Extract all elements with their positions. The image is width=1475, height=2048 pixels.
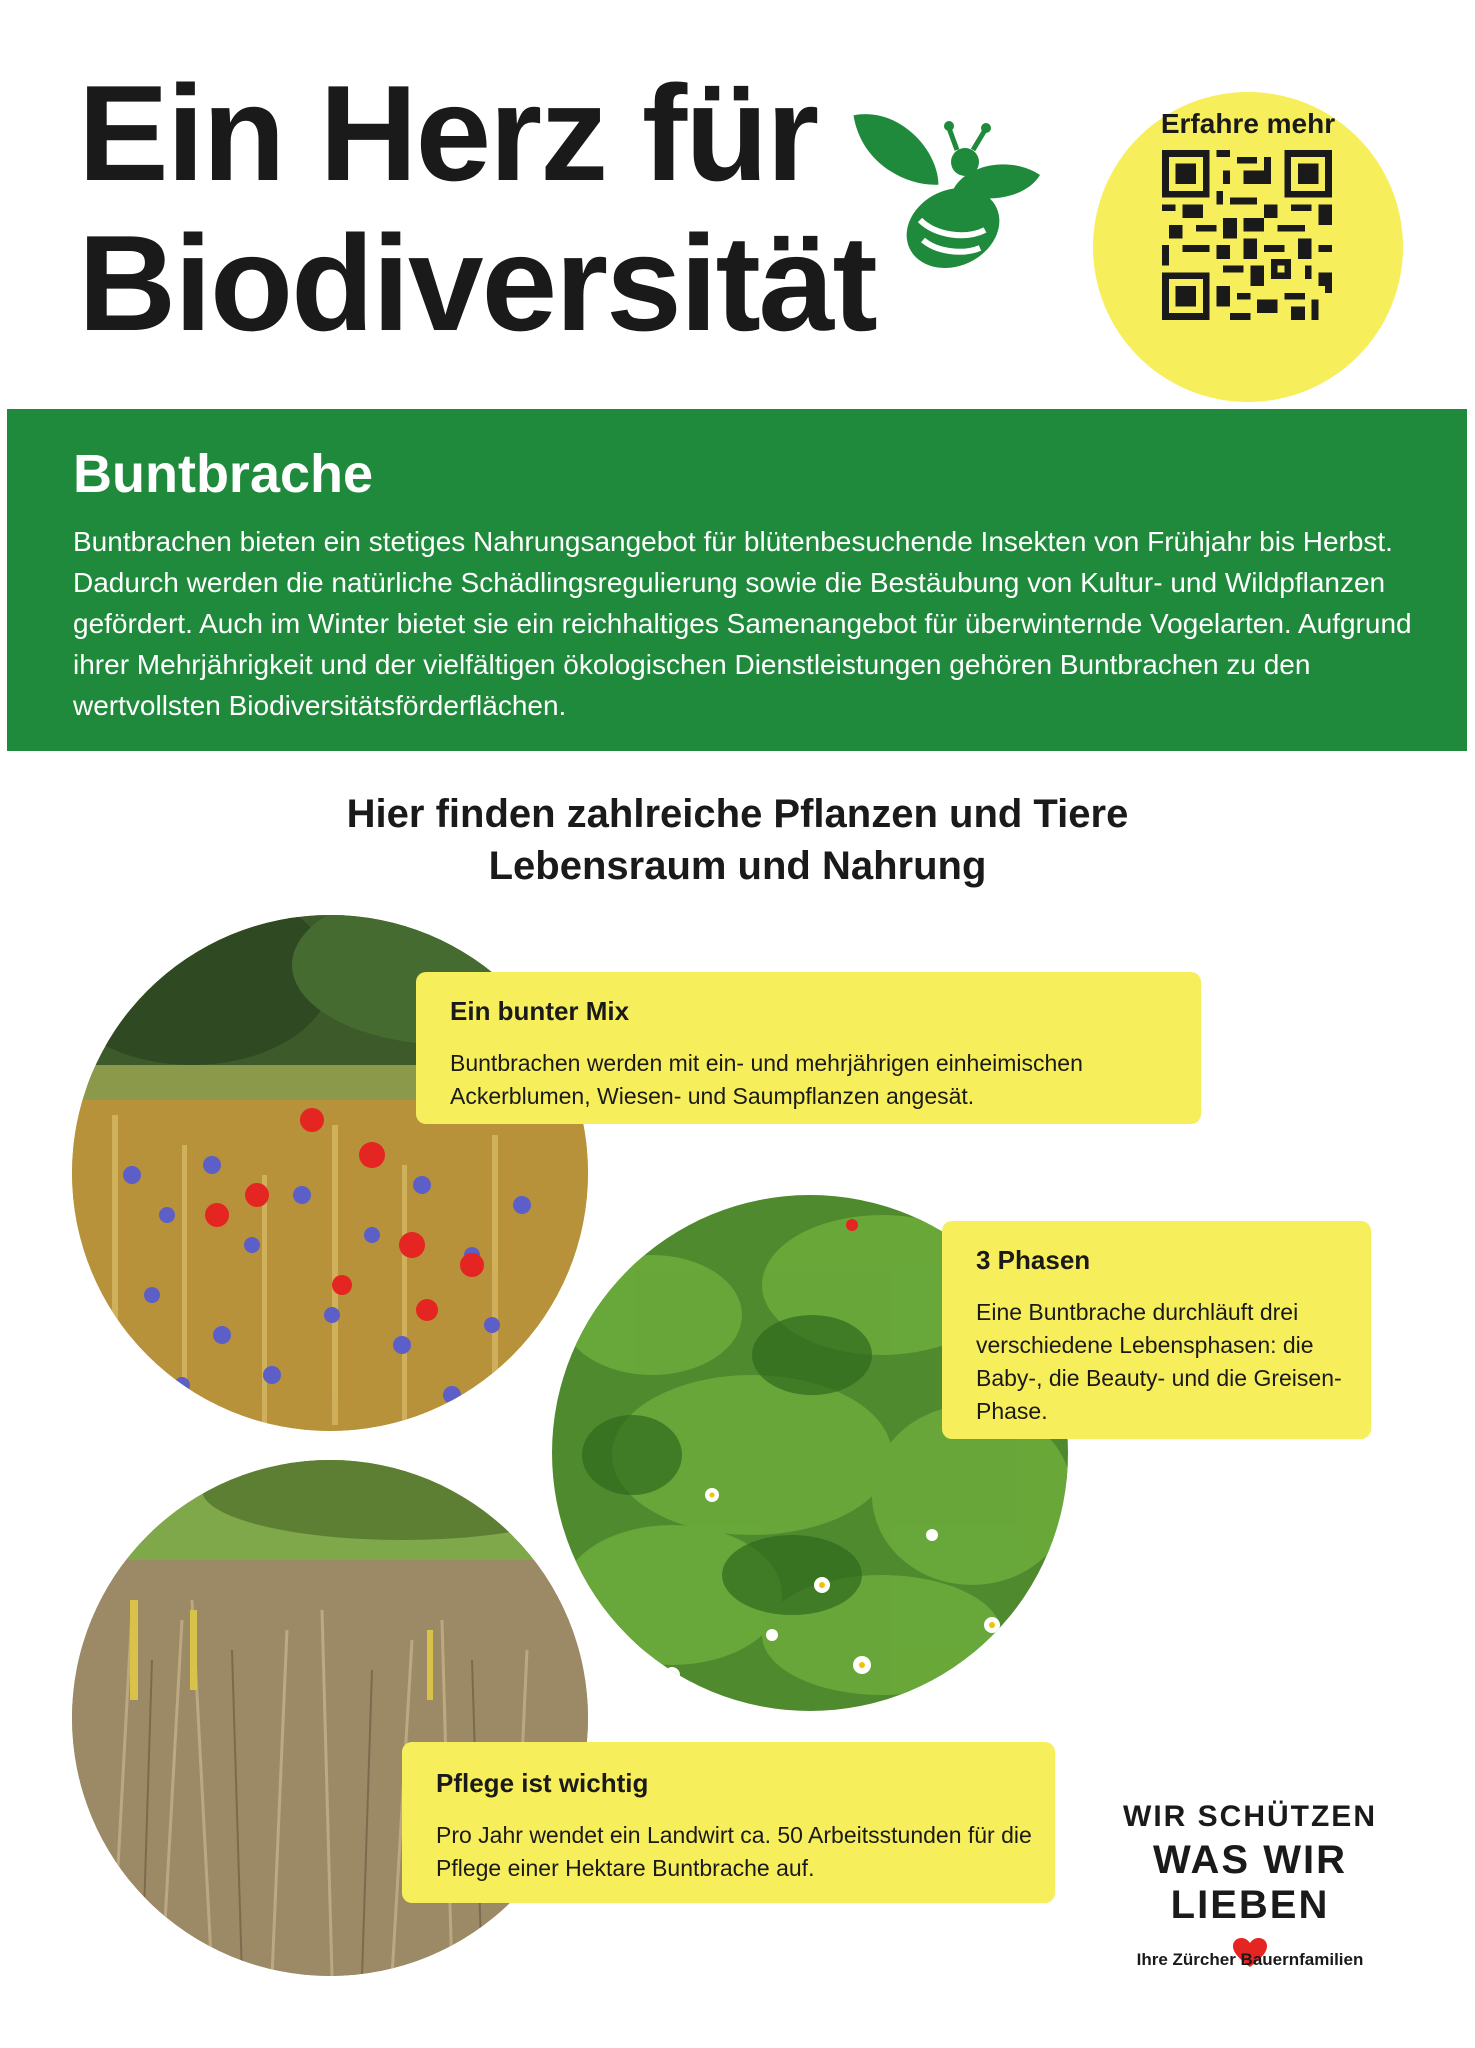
title-line-1: Ein Herz für — [78, 57, 818, 209]
intro-section — [7, 409, 1467, 751]
info-card-text: Buntbrachen werden mit ein- und mehrjährigen einheimischen Ackerblumen, Wiesen- und Saumpflanzen angesät. — [450, 1050, 1083, 1109]
title-line-2: Biodiversität — [78, 207, 876, 359]
info-card-title: 3 Phasen — [976, 1245, 1091, 1275]
info-card-text: Eine Buntbrache durchläuft drei verschiedene Lebensphasen: die Baby-, die Beauty- und die Greisen-Phase. — [976, 1299, 1342, 1424]
info-card-mix — [416, 972, 1201, 1124]
intro-title: Buntbrache — [73, 444, 374, 504]
page-title — [78, 58, 878, 358]
info-card-title: Ein bunter Mix — [450, 996, 630, 1026]
slogan-line-2: WAS WIR LIEBEN — [1153, 1838, 1347, 1927]
info-card-phases — [942, 1221, 1371, 1439]
section-subheading — [0, 788, 1475, 892]
footer-credit: Ihre Zürcher Bauernfamilien — [1136, 1950, 1364, 1969]
subheading-line-1: Hier finden zahlreiche Pflanzen und Tiere — [346, 792, 1129, 836]
info-card-text: Pro Jahr wendet ein Landwirt ca. 50 Arbeitsstunden für die Pflege einer Hektare Buntbrache auf. — [436, 1822, 1032, 1881]
info-card-title: Pflege ist wichtig — [436, 1768, 649, 1798]
slogan-line-1: WIR SCHÜTZEN — [1123, 1800, 1377, 1833]
slogan — [1090, 1800, 1410, 1973]
intro-text: Buntbrachen bieten ein stetiges Nahrungsangebot für blütenbesuchende Insekten von Frühjahr bis Herbst. Dadurch werden die natürliche Schädlingsregulierung sowie die Bestäubung von Kultur- und Wildpflanzen gefördert. Auch im Winter bietet sie ein reichhaltiges Samenangebot für überwinternde Vogelarten. Aufgrund ihrer Mehrjährigkeit und der vielfältigen ökologischen Dienstleistungen gehören Buntbrachen zu den wertvollsten Biodiversitätsförderflächen. — [73, 526, 1412, 721]
bee-icon — [825, 100, 1050, 270]
info-card-care — [402, 1742, 1055, 1903]
qr-label: Erfahre mehr — [1160, 108, 1336, 139]
subheading-line-2: Lebensraum und Nahrung — [488, 844, 987, 888]
qr-code-icon[interactable] — [1162, 150, 1332, 320]
qr-code-badge[interactable] — [1093, 92, 1403, 402]
